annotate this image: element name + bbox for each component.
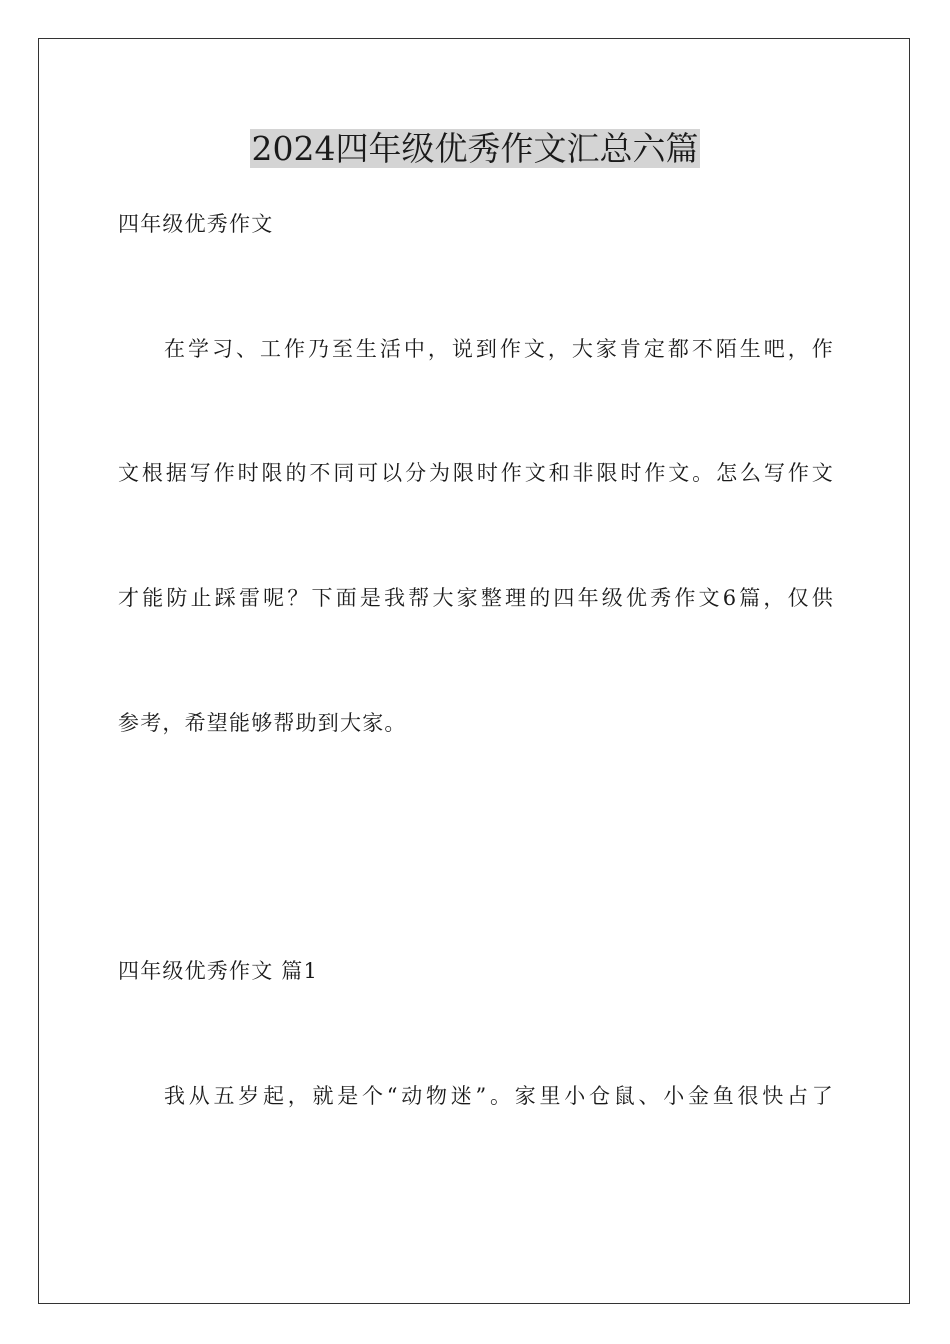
section-heading: 四年级优秀作文: [118, 212, 274, 236]
document-title: [0, 128, 950, 170]
intro-paragraph-line: 文根据写作时限的不同可以分为限时作文和非限时作文。怎么写作文: [118, 461, 834, 485]
document-title-text: 2024四年级优秀作文汇总六篇: [251, 129, 699, 168]
intro-paragraph-line: 在学习、工作乃至生活中，说到作文，大家肯定都不陌生吧，作: [164, 337, 834, 361]
article-paragraph-line: 我从五岁起，就是个“动物迷”。家里小仓鼠、小金鱼很快占了: [164, 1084, 834, 1108]
article-heading: 四年级优秀作文 篇1: [118, 959, 319, 983]
intro-paragraph-line: 参考，希望能够帮助到大家。: [118, 711, 407, 735]
intro-paragraph-line: 才能防止踩雷呢？下面是我帮大家整理的四年级优秀作文6篇，仅供: [118, 586, 834, 610]
